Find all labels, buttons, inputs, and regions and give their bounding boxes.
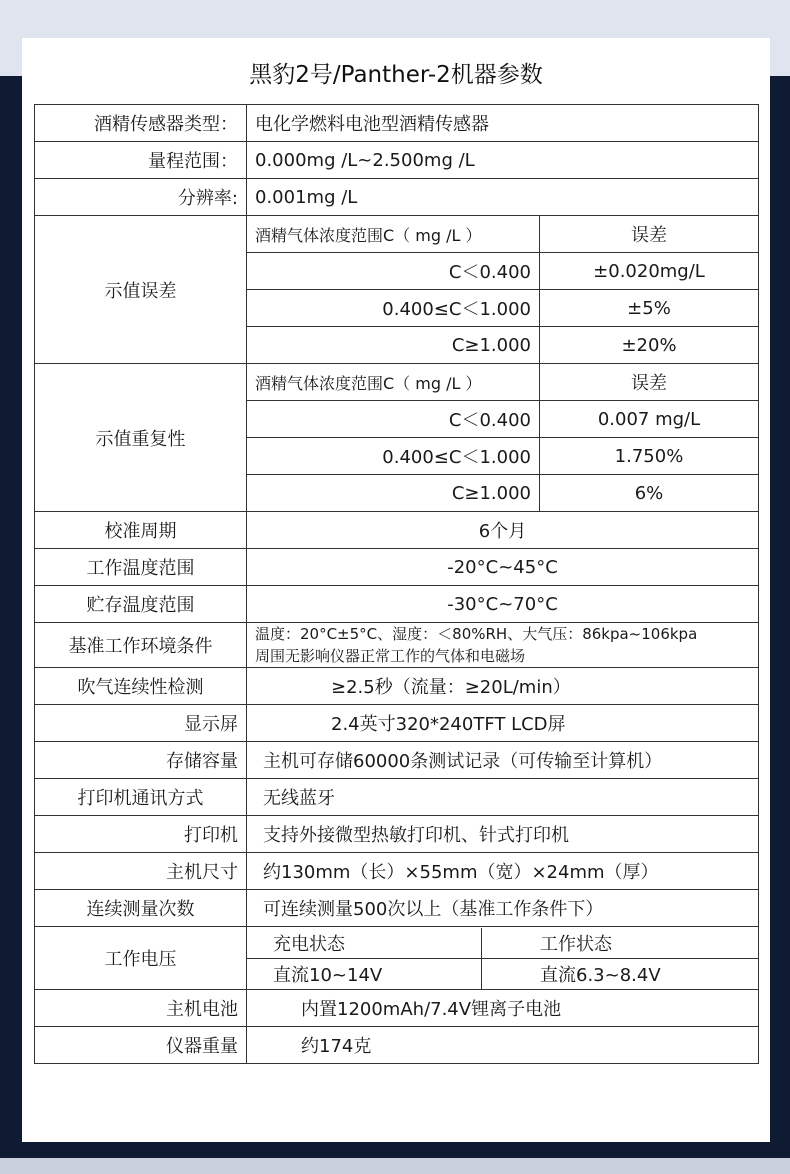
row-size (35, 853, 759, 890)
value-env (247, 623, 759, 668)
error-value-3: ±20% (540, 327, 759, 364)
label-continuous: 连续测量次数 (35, 890, 247, 927)
value-voltage (247, 927, 759, 990)
row-error-header (35, 216, 759, 253)
value-resolution: 0.001mg /L (247, 179, 759, 216)
label-size: 主机尺寸 (35, 853, 247, 890)
repeat-value-3: 6% (540, 475, 759, 512)
row-printer-comm (35, 779, 759, 816)
row-calibration (35, 512, 759, 549)
value-store-temp: -30°C~70°C (247, 586, 759, 623)
label-resolution: 分辨率: (35, 179, 247, 216)
repeat-value-2: 1.750% (540, 438, 759, 475)
spec-table (34, 104, 759, 1064)
label-display: 显示屏 (35, 705, 247, 742)
value-continuous: 可连续测量500次以上（基准工作条件下） (247, 890, 759, 927)
voltage-subtable (247, 928, 758, 989)
spec-sheet (22, 38, 770, 1142)
value-storage: 主机可存储60000条测试记录（可传输至计算机） (247, 742, 759, 779)
repeat-header-range: 酒精气体浓度范围C（ mg /L ） (247, 364, 540, 401)
repeat-value-1: 0.007 mg/L (540, 401, 759, 438)
error-range-1: C＜0.400 (247, 253, 540, 290)
repeat-header-err: 误差 (540, 364, 759, 401)
label-store-temp: 贮存温度范围 (35, 586, 247, 623)
label-battery: 主机电池 (35, 990, 247, 1027)
label-printer-comm: 打印机通讯方式 (35, 779, 247, 816)
repeat-range-2: 0.400≤C＜1.000 (247, 438, 540, 475)
value-display: 2.4英寸320*240TFT LCD屏 (247, 705, 759, 742)
voltage-work-val: 直流6.3~8.4V (540, 964, 661, 986)
voltage-work-head: 工作状态 (482, 928, 759, 959)
row-store-temp (35, 586, 759, 623)
repeat-range-1: C＜0.400 (247, 401, 540, 438)
value-printer: 支持外接微型热敏打印机、针式打印机 (247, 816, 759, 853)
error-value-1: ±0.020mg/L (540, 253, 759, 290)
label-voltage: 工作电压 (35, 927, 247, 990)
row-range (35, 142, 759, 179)
value-weight: 约174克 (247, 1027, 759, 1064)
label-work-temp: 工作温度范围 (35, 549, 247, 586)
row-storage (35, 742, 759, 779)
label-storage: 存储容量 (35, 742, 247, 779)
row-env (35, 623, 759, 668)
label-repeat: 示值重复性 (35, 364, 247, 512)
label-env: 基准工作环境条件 (35, 623, 247, 668)
row-work-temp (35, 549, 759, 586)
label-range: 量程范围： (35, 142, 247, 179)
value-size: 约130mm（长）×55mm（宽）×24mm（厚） (247, 853, 759, 890)
label-error: 示值误差 (35, 216, 247, 364)
repeat-range-3: C≥1.000 (247, 475, 540, 512)
row-blow (35, 668, 759, 705)
label-sensor: 酒精传感器类型： (35, 105, 247, 142)
value-battery: 内置1200mAh/7.4V锂离子电池 (247, 990, 759, 1027)
value-sensor: 电化学燃料电池型酒精传感器 (247, 105, 759, 142)
label-weight: 仪器重量 (35, 1027, 247, 1064)
row-resolution (35, 179, 759, 216)
value-range: 0.000mg /L~2.500mg /L (247, 142, 759, 179)
row-sensor (35, 105, 759, 142)
env-line-1: 温度：20°C±5°C、湿度：＜80%RH、大气压：86kpa~106kpa (255, 625, 698, 643)
label-blow: 吹气连续性检测 (35, 668, 247, 705)
value-blow: ≥2.5秒（流量：≥20L/min） (247, 668, 759, 705)
error-range-3: C≥1.000 (247, 327, 540, 364)
row-printer (35, 816, 759, 853)
label-printer: 打印机 (35, 816, 247, 853)
row-voltage (35, 927, 759, 990)
page-title: 黑豹2号/Panther-2机器参数 (249, 62, 543, 88)
error-header-range: 酒精气体浓度范围C（ mg /L ） (247, 216, 540, 253)
row-battery (35, 990, 759, 1027)
voltage-charge-val: 直流10~14V (247, 958, 482, 989)
row-repeat-header (35, 364, 759, 401)
label-calibration: 校准周期 (35, 512, 247, 549)
error-header-err: 误差 (540, 216, 759, 253)
row-weight (35, 1027, 759, 1064)
error-range-2: 0.400≤C＜1.000 (247, 290, 540, 327)
row-continuous (35, 890, 759, 927)
voltage-charge-head: 充电状态 (247, 928, 482, 959)
value-calibration: 6个月 (247, 512, 759, 549)
value-work-temp: -20°C~45°C (247, 549, 759, 586)
value-printer-comm: 无线蓝牙 (247, 779, 759, 816)
row-display (35, 705, 759, 742)
bottom-background-band (0, 1158, 790, 1174)
error-value-2: ±5% (540, 290, 759, 327)
env-line-2: 周围无影响仪器正常工作的气体和电磁场 (255, 647, 526, 665)
